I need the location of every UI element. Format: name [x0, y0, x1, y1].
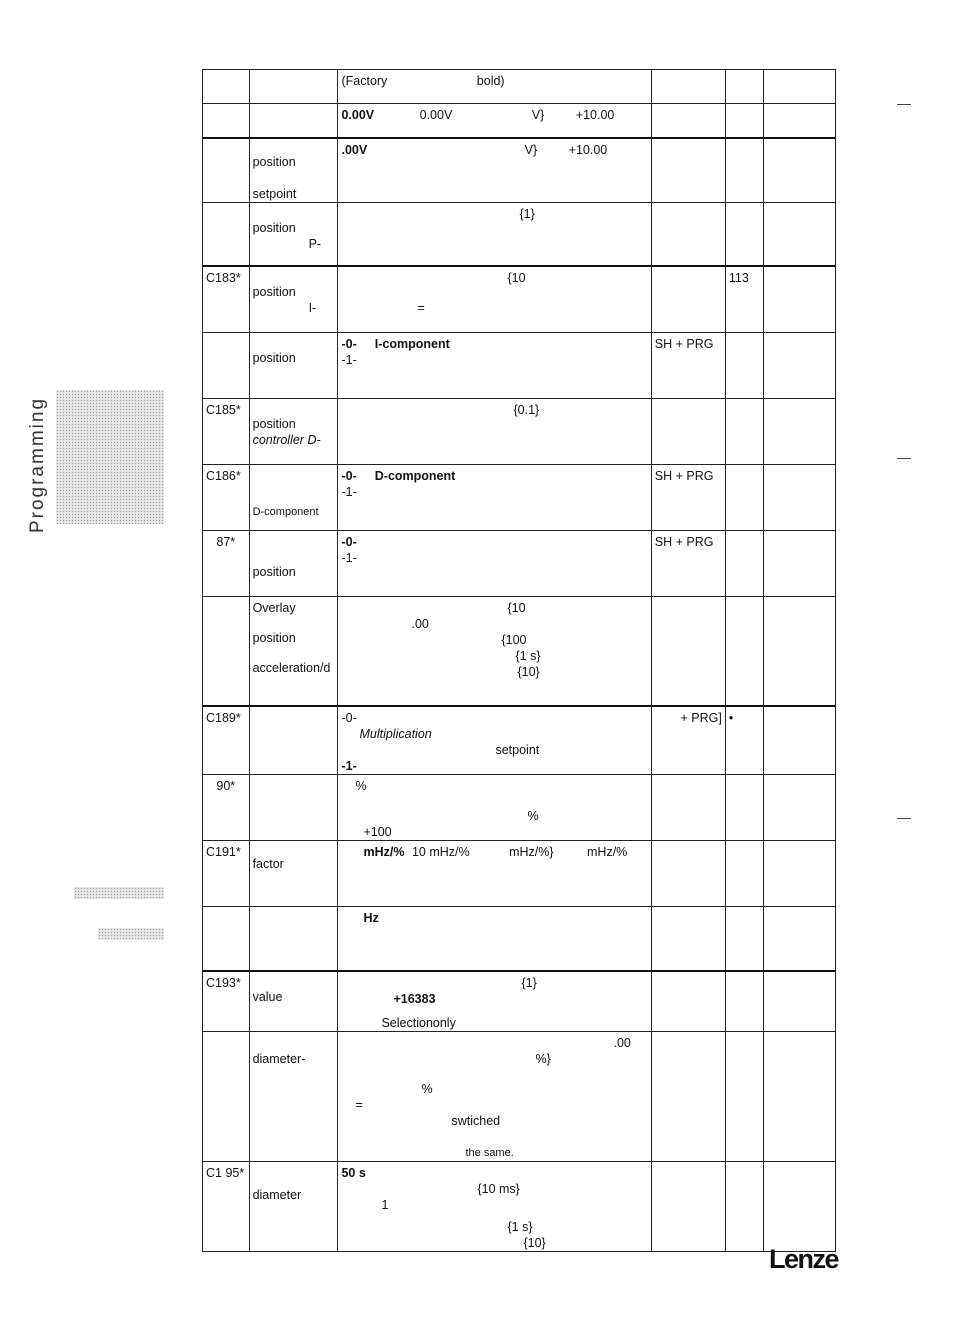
reference-cell: [725, 1031, 763, 1161]
access-cell: [651, 1031, 725, 1161]
table-row: [203, 464, 836, 530]
remarks-cell: [763, 841, 835, 907]
settings-cell: Hz: [338, 907, 651, 971]
code-cell: C1 95*: [203, 1161, 250, 1251]
table-row: [203, 1031, 836, 1161]
access-cell: [651, 907, 725, 971]
code-cell: [203, 104, 250, 138]
reference-cell: [725, 202, 763, 266]
access-cell: [651, 1161, 725, 1251]
settings-cell: -0- Multiplication setpoint -1-: [338, 706, 651, 775]
table-row: [203, 841, 836, 907]
access-cell: [651, 104, 725, 138]
code-cell: [203, 596, 250, 706]
access-cell: [651, 398, 725, 464]
table-row: [203, 1161, 836, 1251]
lenze-logo: Lenze: [768, 1244, 838, 1274]
shading-mark: [74, 887, 164, 899]
settings-cell: -0- -1-: [338, 530, 651, 596]
remarks-cell: [763, 266, 835, 332]
code-cell: [203, 70, 250, 104]
access-cell: SH + PRG: [651, 332, 725, 398]
name-cell: position: [249, 332, 338, 398]
settings-cell: -0- I-component -1-: [338, 332, 651, 398]
name-cell: D-component: [249, 464, 338, 530]
remarks-cell: [763, 398, 835, 464]
name-cell: diameter-: [249, 1031, 338, 1161]
reference-cell: •: [725, 706, 763, 775]
margin-mark: [897, 458, 911, 459]
reference-cell: [725, 907, 763, 971]
code-cell: C189*: [203, 706, 250, 775]
code-cell: [203, 907, 250, 971]
settings-cell: .00 %} % = swtiched the same.: [338, 1031, 651, 1161]
section-tab-label: Programming: [27, 396, 49, 534]
reference-cell: 113: [725, 266, 763, 332]
reference-cell: [725, 138, 763, 203]
table-row: [203, 70, 836, 104]
table-row: [203, 596, 836, 706]
access-cell: [651, 266, 725, 332]
name-cell: position setpoint: [249, 138, 338, 203]
reference-cell: [725, 1161, 763, 1251]
access-cell: [651, 841, 725, 907]
remarks-cell: [763, 530, 835, 596]
table-row: [203, 971, 836, 1032]
settings-cell: (Factory bold): [338, 70, 651, 104]
code-cell: [203, 332, 250, 398]
table-row: [203, 706, 836, 775]
table-row: [203, 530, 836, 596]
reference-cell: [725, 104, 763, 138]
code-cell: [203, 202, 250, 266]
reference-cell: [725, 464, 763, 530]
code-cell: C193*: [203, 971, 250, 1032]
access-cell: [651, 138, 725, 203]
table-row: [203, 202, 836, 266]
name-cell: position: [249, 530, 338, 596]
reference-cell: [725, 530, 763, 596]
table-row: [203, 398, 836, 464]
access-cell: [651, 202, 725, 266]
name-cell: diameter: [249, 1161, 338, 1251]
name-cell: position I-: [249, 266, 338, 332]
remarks-cell: [763, 104, 835, 138]
access-cell: + PRG]: [651, 706, 725, 775]
remarks-cell: [763, 138, 835, 203]
code-cell: [203, 1031, 250, 1161]
code-table: [202, 69, 836, 1252]
settings-cell: .00V V} +10.00: [338, 138, 651, 203]
name-cell: value: [249, 971, 338, 1032]
remarks-cell: [763, 70, 835, 104]
remarks-cell: [763, 332, 835, 398]
name-cell: position controller D-: [249, 398, 338, 464]
access-cell: [651, 775, 725, 841]
settings-cell: {0.1}: [338, 398, 651, 464]
reference-cell: [725, 841, 763, 907]
settings-cell: -0- D-component -1-: [338, 464, 651, 530]
access-cell: [651, 70, 725, 104]
access-cell: [651, 596, 725, 706]
remarks-cell: [763, 971, 835, 1032]
settings-cell: mHz/% 10 mHz/% mHz/%} mHz/%: [338, 841, 651, 907]
table-row: [203, 907, 836, 971]
remarks-cell: [763, 1161, 835, 1251]
code-cell: 87*: [203, 530, 250, 596]
settings-cell: {1}: [338, 202, 651, 266]
table-row: [203, 104, 836, 138]
name-cell: factor: [249, 841, 338, 907]
code-cell: C191*: [203, 841, 250, 907]
name-cell: [249, 70, 338, 104]
code-cell: [203, 138, 250, 203]
margin-mark: [897, 104, 911, 105]
table-row: [203, 138, 836, 203]
remarks-cell: [763, 596, 835, 706]
remarks-cell: [763, 202, 835, 266]
table-row: [203, 332, 836, 398]
reference-cell: [725, 70, 763, 104]
name-cell: [249, 907, 338, 971]
settings-cell: 50 s {10 ms} 1 {1 s} {10}: [338, 1161, 651, 1251]
code-cell: C185*: [203, 398, 250, 464]
name-cell: [249, 706, 338, 775]
reference-cell: [725, 398, 763, 464]
settings-cell: 0.00V 0.00V V} +10.00: [338, 104, 651, 138]
reference-cell: [725, 971, 763, 1032]
section-tab-shading: [56, 390, 164, 524]
code-cell: C183*: [203, 266, 250, 332]
name-cell: Overlay position acceleration/d: [249, 596, 338, 706]
code-cell: C186*: [203, 464, 250, 530]
reference-cell: [725, 596, 763, 706]
settings-cell: % % +100: [338, 775, 651, 841]
name-cell: [249, 104, 338, 138]
remarks-cell: [763, 706, 835, 775]
access-cell: [651, 971, 725, 1032]
reference-cell: [725, 775, 763, 841]
access-cell: SH + PRG: [651, 464, 725, 530]
remarks-cell: [763, 464, 835, 530]
name-cell: position P-: [249, 202, 338, 266]
remarks-cell: [763, 907, 835, 971]
code-cell: 90*: [203, 775, 250, 841]
settings-cell: {1} +16383 Selectiononly: [338, 971, 651, 1032]
settings-cell: {10 =: [338, 266, 651, 332]
remarks-cell: [763, 1031, 835, 1161]
table-row: [203, 266, 836, 332]
margin-mark: [897, 818, 911, 819]
remarks-cell: [763, 775, 835, 841]
name-cell: [249, 775, 338, 841]
table-row: [203, 775, 836, 841]
access-cell: SH + PRG: [651, 530, 725, 596]
settings-cell: {10 .00 {100 {1 s} {10}: [338, 596, 651, 706]
shading-mark: [98, 928, 164, 940]
reference-cell: [725, 332, 763, 398]
